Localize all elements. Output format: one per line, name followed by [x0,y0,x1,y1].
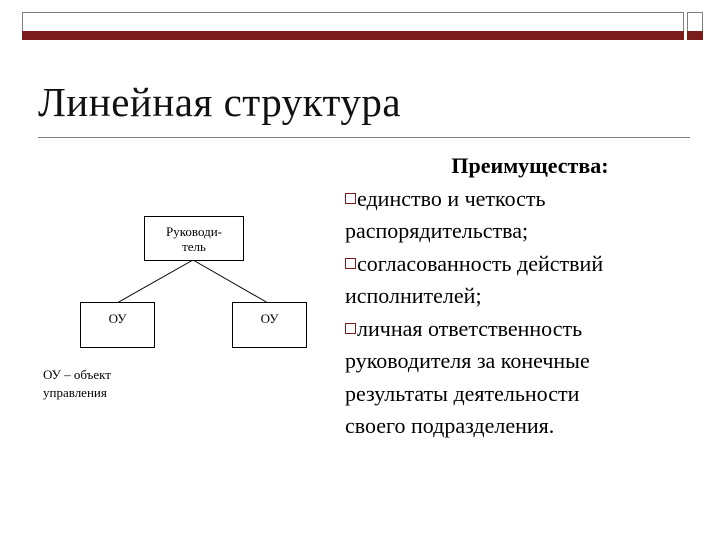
advantage-item-1 [345,183,675,216]
head-box [144,216,244,261]
advantage-3-line2: руководителя за конечные [345,348,590,373]
advantage-3-line1: личная ответственность [357,315,583,341]
left-ou-box [80,302,155,348]
advantage-2-line1: согласованность действий [357,250,604,276]
advantage-3-line4: своего подразделения. [345,413,555,438]
advantages-heading: Преимущества: [451,153,609,178]
left-ou-label: ОУ [108,311,127,326]
square-bullet-icon [345,258,356,269]
slide-title: Линейная структура [38,79,402,125]
advantage-1-line2: распорядительства; [345,218,529,243]
right-ou-label: ОУ [260,311,279,326]
right-ou-box [232,302,307,348]
advantage-item-2 [345,248,675,281]
advantages-block [345,150,675,443]
advantage-3-line3: результаты деятельности [345,380,580,406]
advantage-item-3 [345,313,675,346]
square-bullet-icon [345,193,356,204]
legend-line1: ОУ – объект [43,367,111,382]
title-divider [38,137,690,138]
square-bullet-icon [345,323,356,334]
corner-decor-band [687,31,703,40]
connector-left [117,260,193,303]
advantage-1-line1: единство и четкость [357,185,546,211]
top-decor-band [22,31,684,40]
advantage-2-line2: исполнителей; [345,283,482,308]
head-box-line2: тель [182,238,206,254]
connector-right [193,260,268,303]
legend-line2: управления [43,385,107,400]
diagram-legend [43,366,203,402]
head-box-line1: Руководи- [166,223,222,239]
